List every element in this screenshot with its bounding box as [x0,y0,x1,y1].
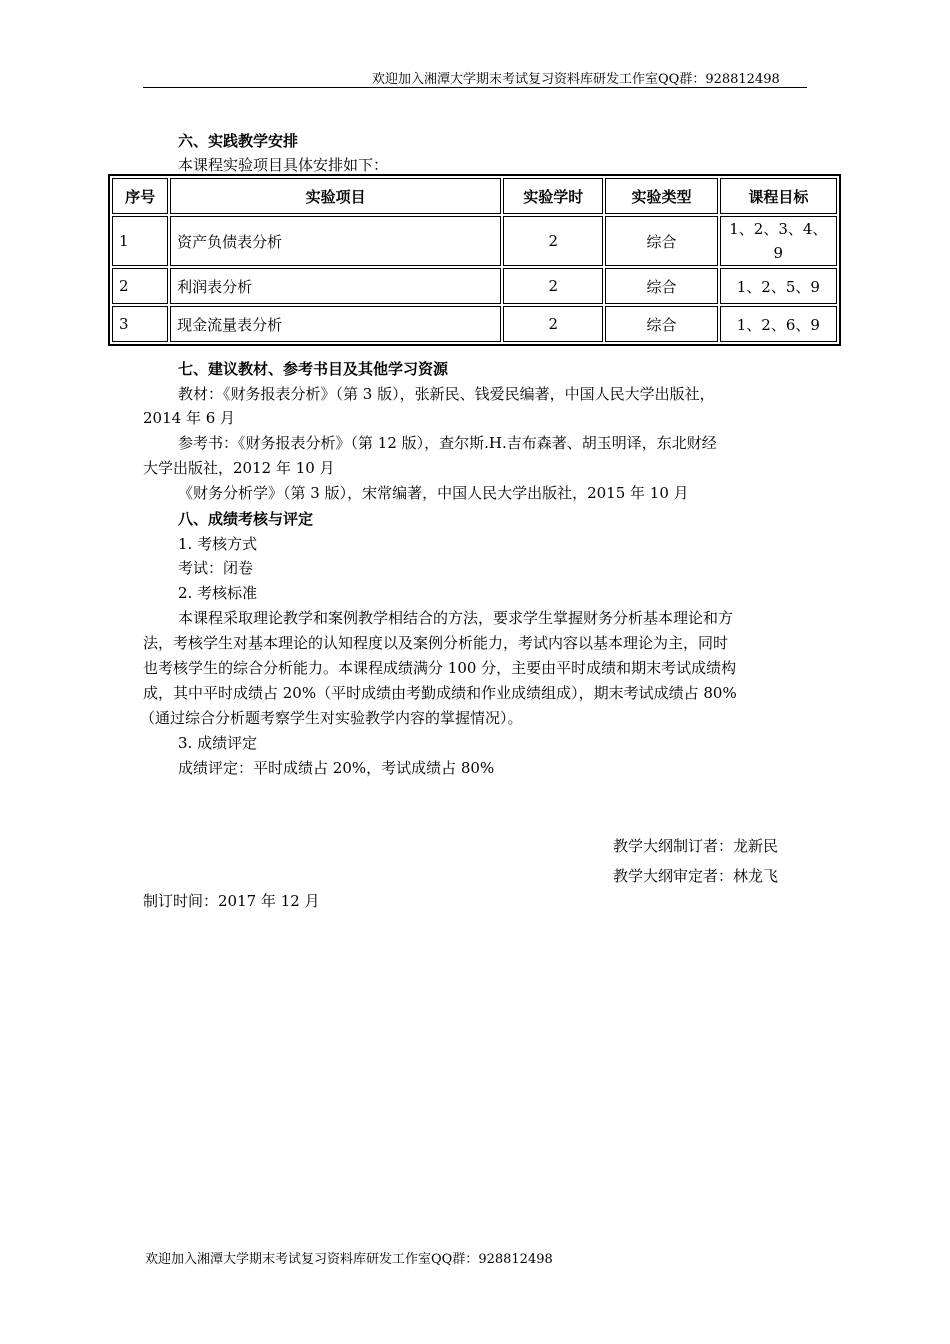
assessment-method-heading: 1. 考核方式 [178,535,258,553]
assessment-method-text: 考试：闭卷 [178,559,254,577]
standard-para-line5: （通过综合分析题考察学生对实验教学内容的掌握情况）。 [140,709,523,727]
cell-goal: 1、2、5、9 [720,268,837,304]
page-header: 欢迎加入湘潭大学期末考试复习资料库研发工作室QQ群：928812498 [372,72,780,87]
col-header-no: 序号 [112,178,168,214]
cell-no: 3 [112,306,168,342]
reference1-line1: 参考书：《财务报表分析》（第 12 版），查尔斯.H.吉布森著、胡玉明译，东北财经 [178,434,717,452]
cell-type: 综合 [605,216,717,266]
cell-hours: 2 [503,216,603,266]
standard-para-line1: 本课程采取理论教学和案例教学相结合的方法，要求学生掌握财务分析基本理论和方 [178,609,734,627]
revision-date: 制订时间：2017 年 12 月 [143,892,320,910]
table-row [112,268,837,304]
assessment-standard-heading: 2. 考核标准 [178,584,258,602]
table-row [112,306,837,342]
col-header-type: 实验类型 [605,178,717,214]
section-8-title: 八、成绩考核与评定 [178,510,314,528]
textbook-line2: 2014 年 6 月 [143,409,236,427]
cell-item: 资产负债表分析 [170,216,501,266]
section-6-intro: 本课程实验项目具体安排如下： [178,156,389,174]
section-6-title: 六、实践教学安排 [178,132,299,150]
table-row [112,216,837,266]
syllabus-reviewer: 教学大纲审定者：林龙飞 [613,867,779,885]
section-7-title: 七、建议教材、参考书目及其他学习资源 [178,360,449,378]
cell-goal-line1: 1、2、3、4、 [729,220,828,238]
cell-type: 综合 [605,268,717,304]
cell-goal-line2: 9 [773,244,784,262]
reference1-line2: 大学出版社，2012 年 10 月 [143,459,335,477]
cell-goal: 1、2、6、9 [720,306,837,342]
syllabus-author: 教学大纲制订者：龙新民 [613,837,779,855]
grade-evaluation-text: 成绩评定：平时成绩占 20%，考试成绩占 80% [178,759,495,777]
col-header-goal: 课程目标 [720,178,837,214]
cell-hours: 2 [503,306,603,342]
cell-goal [720,216,837,266]
table-header-row [112,178,837,214]
page-footer: 欢迎加入湘潭大学期末考试复习资料库研发工作室QQ群：928812498 [145,1252,553,1267]
cell-no: 2 [112,268,168,304]
standard-para-line4: 成，其中平时成绩占 20%（平时成绩由考勤成绩和作业成绩组成），期末考试成绩占 80% [143,684,737,702]
reference2: 《财务分析学》（第 3 版），宋常编著，中国人民大学出版社，2015 年 10 月 [178,484,689,502]
col-header-hours: 实验学时 [503,178,603,214]
standard-para-line2: 法，考核学生对基本理论的认知程度以及案例分析能力，考试内容以基本理论为主，同时 [143,634,729,652]
col-header-item: 实验项目 [170,178,501,214]
cell-no: 1 [112,216,168,266]
cell-hours: 2 [503,268,603,304]
cell-item: 利润表分析 [170,268,501,304]
cell-item: 现金流量表分析 [170,306,501,342]
cell-type: 综合 [605,306,717,342]
grade-evaluation-heading: 3. 成绩评定 [178,734,258,752]
header-rule [143,87,807,88]
textbook-line1: 教材：《财务报表分析》（第 3 版），张新民、钱爱民编著，中国人民大学出版社， [178,385,715,403]
experiment-table [108,174,841,346]
standard-para-line3: 也考核学生的综合分析能力。本课程成绩满分 100 分，主要由平时成绩和期末考试成绩构 [143,659,737,677]
